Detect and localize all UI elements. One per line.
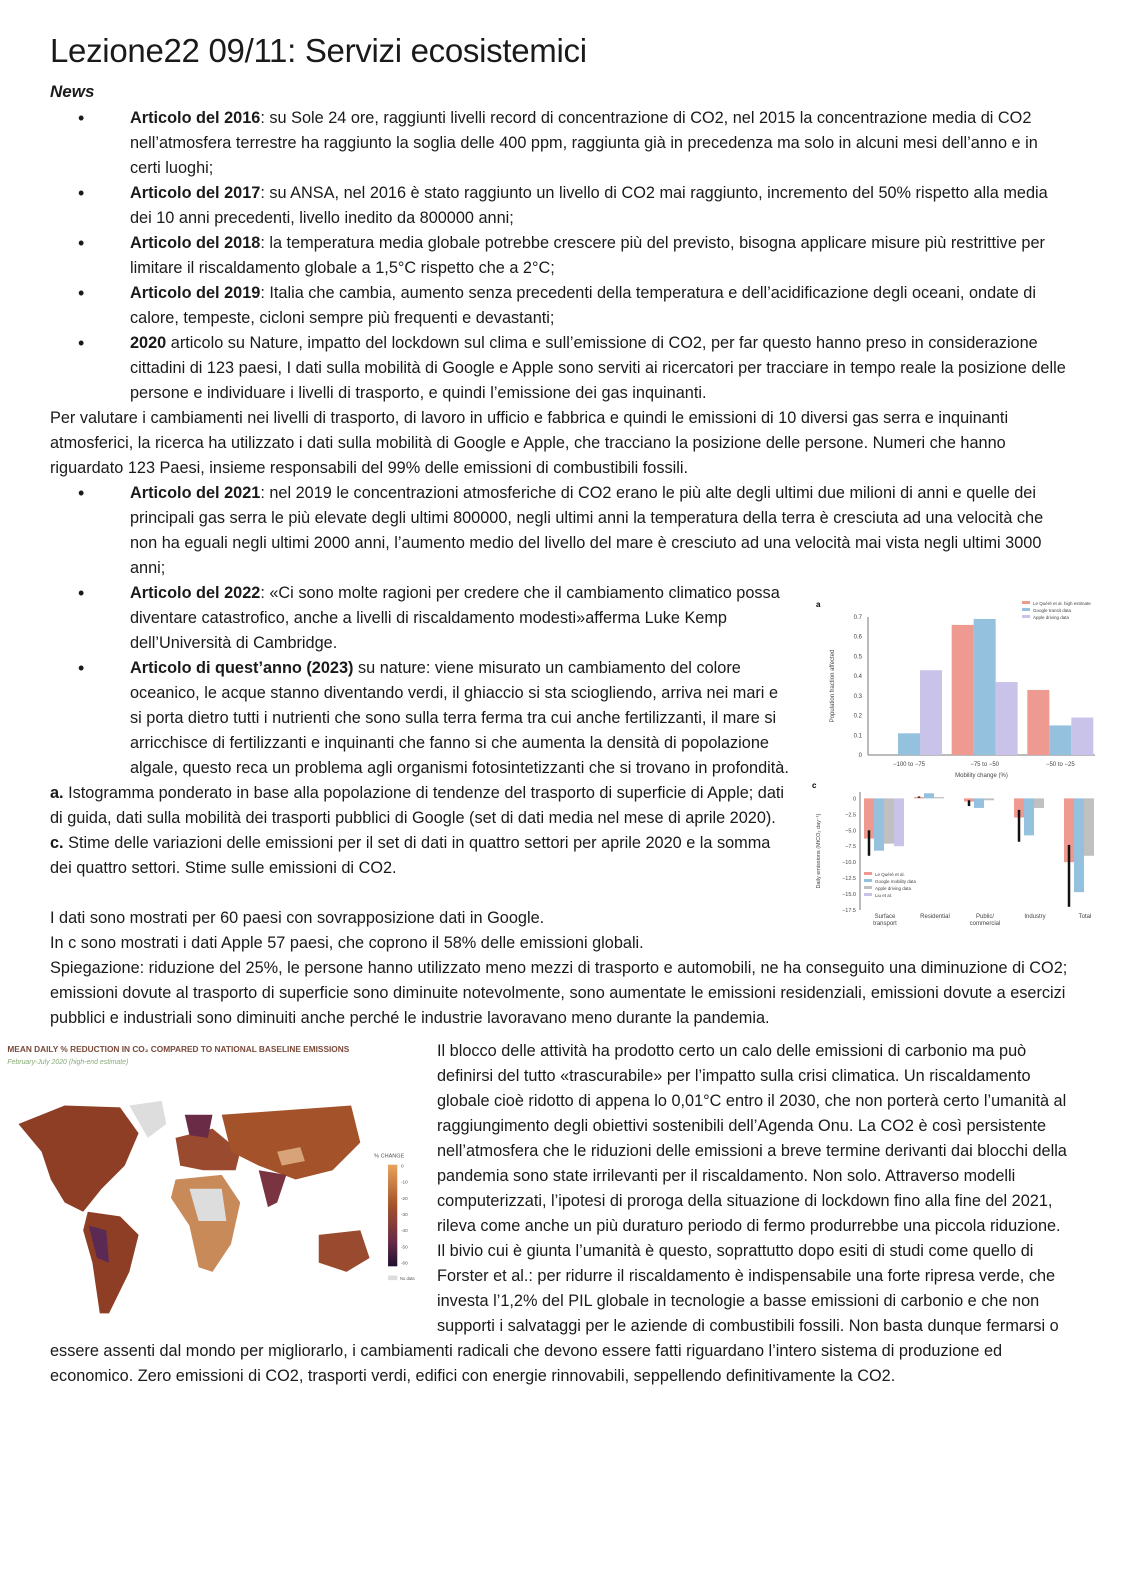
paragraph-explanation: Spiegazione: riduzione del 25%, le persone hanno utilizzato meno mezzi di trasporto e automobili, ne ha conseguito una diminuzione di CO2; emissioni dovute al trasporto di superficie sono diminuite notevolmente, sono aumentate le emissioni residenziali, emissioni dovute a esercizi pubblici e industriali sono diminuiti anche perché le industrie lavoravano meno durante la pandemia. bbox=[50, 959, 1068, 1027]
map-legend-tick: 0 bbox=[400, 1163, 404, 1169]
map-legend-tick: -50 bbox=[400, 1244, 408, 1250]
map-title: MEAN DAILY % REDUCTION IN CO₂ COMPARED TO NATIONAL BASELINE EMISSIONS bbox=[7, 1043, 350, 1054]
map-legend-title: % CHANGE bbox=[374, 1153, 405, 1160]
bar-3-1 bbox=[1024, 798, 1034, 835]
page-title: Lezione22 09/11: Servizi ecosistemici bbox=[50, 32, 587, 69]
map-subtitle: February-July 2020 (high-end estimate) bbox=[7, 1058, 129, 1066]
map-legend-nodata: No data bbox=[400, 1276, 415, 1282]
map-legend-tick: -40 bbox=[400, 1228, 408, 1234]
legend-swatch bbox=[1022, 601, 1030, 604]
bar-1-1 bbox=[924, 793, 934, 798]
x-tick-label: Residential bbox=[920, 914, 950, 920]
y-tick-label: 0.7 bbox=[853, 615, 862, 621]
map-legend-tick: -60 bbox=[400, 1260, 408, 1266]
paragraph-lockdown: Il blocco delle attività ha prodotto certo un calo delle emissioni di carbonio ma può definirsi del tutto «trascurabile» per l’impatto sulla crisi climatica. Un riscaldamento globale cioè ridotto di appena lo 0,01°C entro il 2030, che non porterà certo l’umanità al raggiungimento degli obiettivi sostenibili dell’Agenda Onu. La CO2 è così persistente nell’atmosfera che le riduzioni delle emissioni a breve termine derivanti dai blocchi della pandemia sono state irrilevanti per il riscaldamento. Non solo. Attraverso modelli computerizzati, l’ipotesi di proroga della situazione di lockdown fino alla fine del 2021, rileva come anche un più duraturo periodo di fermo produrrebbe una piccola riduzione. Il bivio cui è giunta l’umanità è questo, soprattutto dopo esiti di studi come quello di Forster et al.: per ridurre il riscaldamento è indispensabile una forte ripresa verde, che investa l’1,2% del PIL globale in tecnologie a basse emissioni di carbonio e che non supporti i salvataggi per le aziende di combustibili fossili. Non basta dunque fermarsi o essere assenti dal mondo per migliorarlo, i cambiamenti radicali che devono essere fatti riguardano l’intero sistema di produzione ed economico. Zero emissioni di CO2, trasporti verdi, edifici con energie rinnovabili, seppellendo definitivamente la CO2. bbox=[50, 1042, 1067, 1385]
map-legend-tick: -20 bbox=[400, 1195, 408, 1201]
x-tick-label: Total bbox=[1078, 914, 1092, 920]
legend-entry: Apple driving data bbox=[1033, 615, 1070, 620]
panel-label: • a bbox=[816, 600, 821, 609]
y-tick-label: 0.2 bbox=[853, 713, 862, 720]
legend-entry: Apple driving data bbox=[875, 886, 912, 891]
y-tick-label: 0.1 bbox=[853, 733, 862, 740]
y-tick-label: 0.6 bbox=[853, 634, 862, 641]
map-legend-scale bbox=[388, 1165, 397, 1267]
news-item: • Articolo del 2016: su Sole 24 ore, raggiunti livelli record di concentrazione di CO2, nel 2015 la concentrazione media di CO2 nell’atmosfera terrestre ha raggiunto la soglia delle 400 ppm, raggiunta già in precedenza ma solo in alcuni mesi dell’anno e in certi luoghi; bbox=[50, 106, 1070, 181]
paragraph-transport: Per valutare i cambiamenti nei livelli di trasporto, di lavoro in ufficio e fabbrica e quindi le emissioni di 10 diversi gas serra e inquinanti atmosferici, la ricerca ha utilizzato i dati sulla mobilità di Google e Apple, che tracciano la posizione delle persone. Numeri che hanno riguardato 123 Paesi, insieme responsabili del 99% delle emissioni di combustibili fossili. bbox=[50, 409, 1009, 477]
legend-entry: Le Quéré et al. high estimate bbox=[1033, 601, 1091, 606]
y-tick-label: −15.0 bbox=[842, 892, 856, 899]
y-tick-label: 0 bbox=[858, 753, 862, 759]
y-tick-label: −12.5 bbox=[842, 876, 856, 883]
news-item: • Articolo di quest’anno (2023) su nature: viene misurato un cambiamento del colore oceanico, le acque stanno diventando verdi, il ghiaccio si sta sciogliendo, arriva nei mari e si porta dietro tutti i nutrienti che sono sulla terra ferma tra cui anche fertilizzanti, il mare si arricchisce di fertilizzanti e inquinanti che fanno si che aumenta la densità di popolazione algale, questo reca un problema agli organismi fotosintetizzanti che si trovano in profondità. bbox=[50, 656, 1070, 781]
legend-swatch bbox=[864, 872, 872, 875]
legend-swatch bbox=[864, 886, 872, 889]
y-tick-label: −5.0 bbox=[845, 828, 856, 835]
legend-swatch bbox=[864, 879, 872, 882]
bar-0-3 bbox=[894, 798, 904, 846]
bar-1-2 bbox=[934, 797, 944, 798]
news-item: • 2020 articolo su Nature, impatto del lockdown sul clima e sull’emissione di CO2, per far questo hanno preso in considerazione cittadini di 123 paesi, I dati sulla mobilità di Google e Apple sono serviti ai ricercatori per tracciare in tempo reale la posizione delle persone e individuare i livelli di trasporto, e quindi l’emissione dei gas inquinanti. bbox=[50, 331, 1070, 406]
news-heading: News bbox=[50, 82, 95, 101]
y-tick-label: −10.0 bbox=[842, 860, 856, 867]
bar-2-2 bbox=[984, 798, 994, 800]
bar-2-2 bbox=[1071, 718, 1093, 755]
map-legend-tick: -10 bbox=[400, 1179, 408, 1185]
y-tick-label: 0.5 bbox=[853, 654, 862, 661]
news-item: • Articolo del 2021: nel 2019 le concentrazioni atmosferiche di CO2 erano le più alte degli ultimi due milioni di anni e quelle dei principali gas serra le più elevate degli ultimi 800000, negli ultimi anni la temperatura della terra è cresciuta ad una velocità che non ha eguali negli ultimi 2000 anni, l’aumento medio del livello del mare è cresciuto ad una velocità mai vista negli ultimi 3000 anni; bbox=[50, 481, 1070, 581]
news-item: • Articolo del 2017: su ANSA, nel 2016 è stato raggiunto un livello di CO2 mai raggiunto, incremento del 50% rispetto alla media dei 10 anni precedenti, livello inedito da 800000 anni; bbox=[50, 181, 1070, 231]
bar-3-2 bbox=[1034, 798, 1044, 808]
map-legend-tick: -30 bbox=[400, 1211, 408, 1217]
y-tick-label: −17.5 bbox=[842, 908, 856, 914]
paragraph-apple: In c sono mostrati i dati Apple 57 paesi, che coprono il 58% delle emissioni globali. bbox=[50, 934, 644, 952]
x-tick-label: Public/ commercial bbox=[969, 914, 1001, 927]
bar-0-2 bbox=[884, 798, 894, 843]
news-item: • a 0 0.1 0.2 0.3 0.4 0.5 0.6 0.7 Population fraction affected −100 to −75 −75 to −50 −50 to −25 Mobility change (%) Le Quéré et al. high estimate Google transit data Apple driving data c 0 −2.5 −5.0 −7.5 −10.0 −12.5 −15.0 −17.5 Daily emissions (MtCO₂ day⁻¹) Le Quéré et al. Google mobility data Apple driving data Liu et al. Surface transport Residential Public/ commercial Industry Total Articolo del 2022: «Ci sono molte ragioni per credere che il cambiamento climatico possa diventare catastrofico, anche a livelli di riscaldamento modesti»afferma Luke Kemp dell’Università di Cambridge. bbox=[50, 581, 1070, 656]
bar-2-1 bbox=[974, 798, 984, 808]
caption-a: a. Istogramma ponderato in base alla popolazione di tendenze del trasporto di superficie di Apple; dati di guida, dati sulla mobilità dei trasporti pubblici di Google (set di dati media nel mese di aprile 2020). bbox=[50, 784, 785, 827]
bar-4-1 bbox=[1074, 798, 1084, 892]
paragraph-google: I dati sono mostrati per 60 paesi con sovrapposizione dati in Google. bbox=[50, 909, 545, 927]
news-item: • Articolo del 2019: Italia che cambia, aumento senza precedenti della temperatura e dell’acidificazione degli oceani, ondate di calore, tempeste, cicloni sempre più frequenti e devastanti; bbox=[50, 281, 1070, 331]
x-axis-label: Mobility change (%) bbox=[955, 773, 1008, 779]
caption-c: c. Stime delle variazioni delle emissioni per il set di dati in quattro settori per aprile 2020 e la somma dei quattro settori. Stime sulle emissioni di CO2. bbox=[50, 834, 771, 877]
legend-swatch bbox=[1022, 615, 1030, 618]
map-landmasses bbox=[18, 1101, 369, 1314]
x-tick-labels bbox=[860, 914, 1110, 928]
y-tick-label: 0 bbox=[852, 796, 856, 803]
x-tick-label: −50 to −25 bbox=[1045, 762, 1075, 768]
map-figure bbox=[0, 1039, 425, 1331]
y-tick-label: 0.3 bbox=[853, 693, 862, 700]
legend-entry: Le Quéré et al. bbox=[875, 872, 905, 877]
legend-entry: Liu et al. bbox=[875, 893, 893, 898]
news-item: • Articolo del 2018: la temperatura media globale potrebbe crescere più del previsto, bisogna applicare misure più restrittive per limitare il riscaldamento globale a 1,5°C rispetto che a 2°C; bbox=[50, 231, 1070, 281]
document-body bbox=[7, 106, 1092, 1389]
y-tick-label: 0.4 bbox=[853, 674, 862, 681]
legend-entry: Google transit data bbox=[1033, 608, 1072, 613]
legend-swatch bbox=[864, 893, 872, 896]
y-tick-label: −7.5 bbox=[845, 844, 856, 851]
y-axis-label: Population fraction affected bbox=[830, 649, 836, 723]
news-list-1 bbox=[50, 106, 1070, 406]
co2-reduction-map bbox=[0, 1039, 425, 1331]
panel-label: c bbox=[812, 781, 817, 790]
bar-0-1 bbox=[874, 798, 884, 850]
x-tick-label: Surface transport bbox=[873, 914, 897, 927]
y-axis-label: Daily emissions (MtCO₂ day⁻¹) bbox=[816, 813, 822, 889]
x-tick-label: −100 to −75 bbox=[892, 762, 926, 768]
chart-c-daily-emissions bbox=[810, 780, 1110, 914]
x-tick-label: Industry bbox=[1024, 914, 1046, 920]
bar-4-2 bbox=[1084, 798, 1094, 855]
legend-entry: Google mobility data bbox=[875, 879, 917, 884]
x-tick-label: −75 to −50 bbox=[970, 762, 1000, 768]
legend-swatch bbox=[1022, 608, 1030, 611]
y-tick-label: −2.5 bbox=[845, 812, 856, 819]
